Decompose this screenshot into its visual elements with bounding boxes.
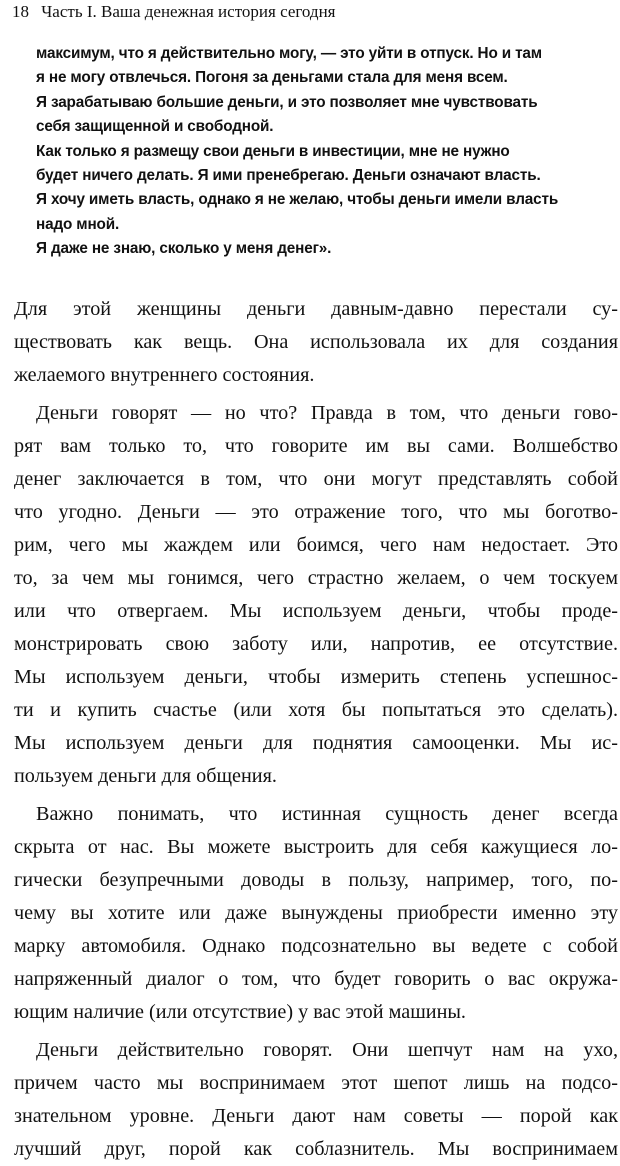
body-line: рят вам только то, что говорите им вы сами. Волшебство (14, 435, 618, 457)
body-line: Мы используем деньги, чтобы измерить степень успешнос- (14, 666, 618, 688)
quote-line: будет ничего делать. Я ими пренебрегаю. Деньги означают власть. (36, 167, 541, 185)
body-line: рим, чего мы жаждем или боимся, чего нам недостает. Это (14, 534, 618, 556)
body-line: причем часто мы воспринимаем этот шепот лишь на подсо- (14, 1072, 618, 1094)
quote-line: Я даже не знаю, сколько у меня денег». (36, 240, 332, 258)
body-line: денег заключается в том, что они могут представлять собой (14, 468, 618, 490)
body-line: что угодно. Деньги — это отражение того, что мы боготво- (14, 501, 618, 523)
quote-line: Я зарабатываю большие деньги, и это позволяет мне чувствовать (36, 93, 538, 111)
quote-line: себя защищенной и свободной. (36, 118, 274, 136)
body-line: Для этой женщины деньги давным-давно перестали су- (14, 298, 618, 320)
body-line: пользуем деньги для общения. (14, 765, 277, 787)
body-line: ти и купить счастье (или хотя бы попытаться это сделать). (14, 699, 618, 721)
body-line: монстрировать свою заботу или, напротив, ее отсутствие. (14, 633, 618, 655)
quote-line: Я хочу иметь власть, однако я не желаю, чтобы деньги имели власть (36, 191, 559, 209)
quote-line: надо мной. (36, 215, 120, 233)
body-line: Мы используем деньги для поднятия самооценки. Мы ис- (14, 732, 618, 754)
body-text (14, 293, 618, 1166)
body-line: ществовать как вещь. Она использовала их для создания (14, 331, 618, 353)
body-line: чему вы хотите или даже вынуждены приобрести именно эту (14, 902, 618, 924)
body-line: гически безупречными доводы в пользу, например, того, по- (14, 869, 618, 891)
body-line: Деньги действительно говорят. Они шепчут нам на ухо, (36, 1039, 618, 1061)
body-line: или что отвергаем. Мы используем деньги, чтобы проде- (14, 600, 618, 622)
body-line: Деньги говорят — но что? Правда в том, что деньги гово- (36, 402, 618, 424)
body-line: марку автомобиля. Однако подсознательно вы ведете с собой (14, 935, 618, 957)
quote-line: я не могу отвлечься. Погоня за деньгами стала для меня всем. (36, 69, 508, 87)
page-number: 18 (12, 2, 29, 21)
body-line: скрыта от нас. Вы можете выстроить для себя кажущиеся ло- (14, 836, 618, 858)
quote-block (36, 42, 596, 262)
running-header (12, 2, 336, 22)
body-line: лучший друг, порой как соблазнитель. Мы воспринимаем (14, 1138, 618, 1160)
quote-line: максимум, что я действительно могу, — это уйти в отпуск. Но и там (36, 45, 542, 62)
body-line: знательном уровне. Деньги дают нам советы — порой как (14, 1105, 618, 1127)
body-line: Важно понимать, что истинная сущность денег всегда (36, 803, 618, 825)
body-line: ющим наличие (или отсутствие) у вас этой машины. (14, 1001, 466, 1023)
body-line: то, за чем мы гонимся, чего страстно желаем, о чем тоскуем (14, 567, 618, 589)
quote-line: Как только я размещу свои деньги в инвестиции, мне не нужно (36, 142, 510, 160)
body-line: напряженный диалог о том, что будет говорить о вас окружа- (14, 968, 618, 990)
body-line: желаемого внутреннего состояния. (14, 364, 315, 386)
running-title: Часть I. Ваша денежная история сегодня (41, 2, 336, 21)
